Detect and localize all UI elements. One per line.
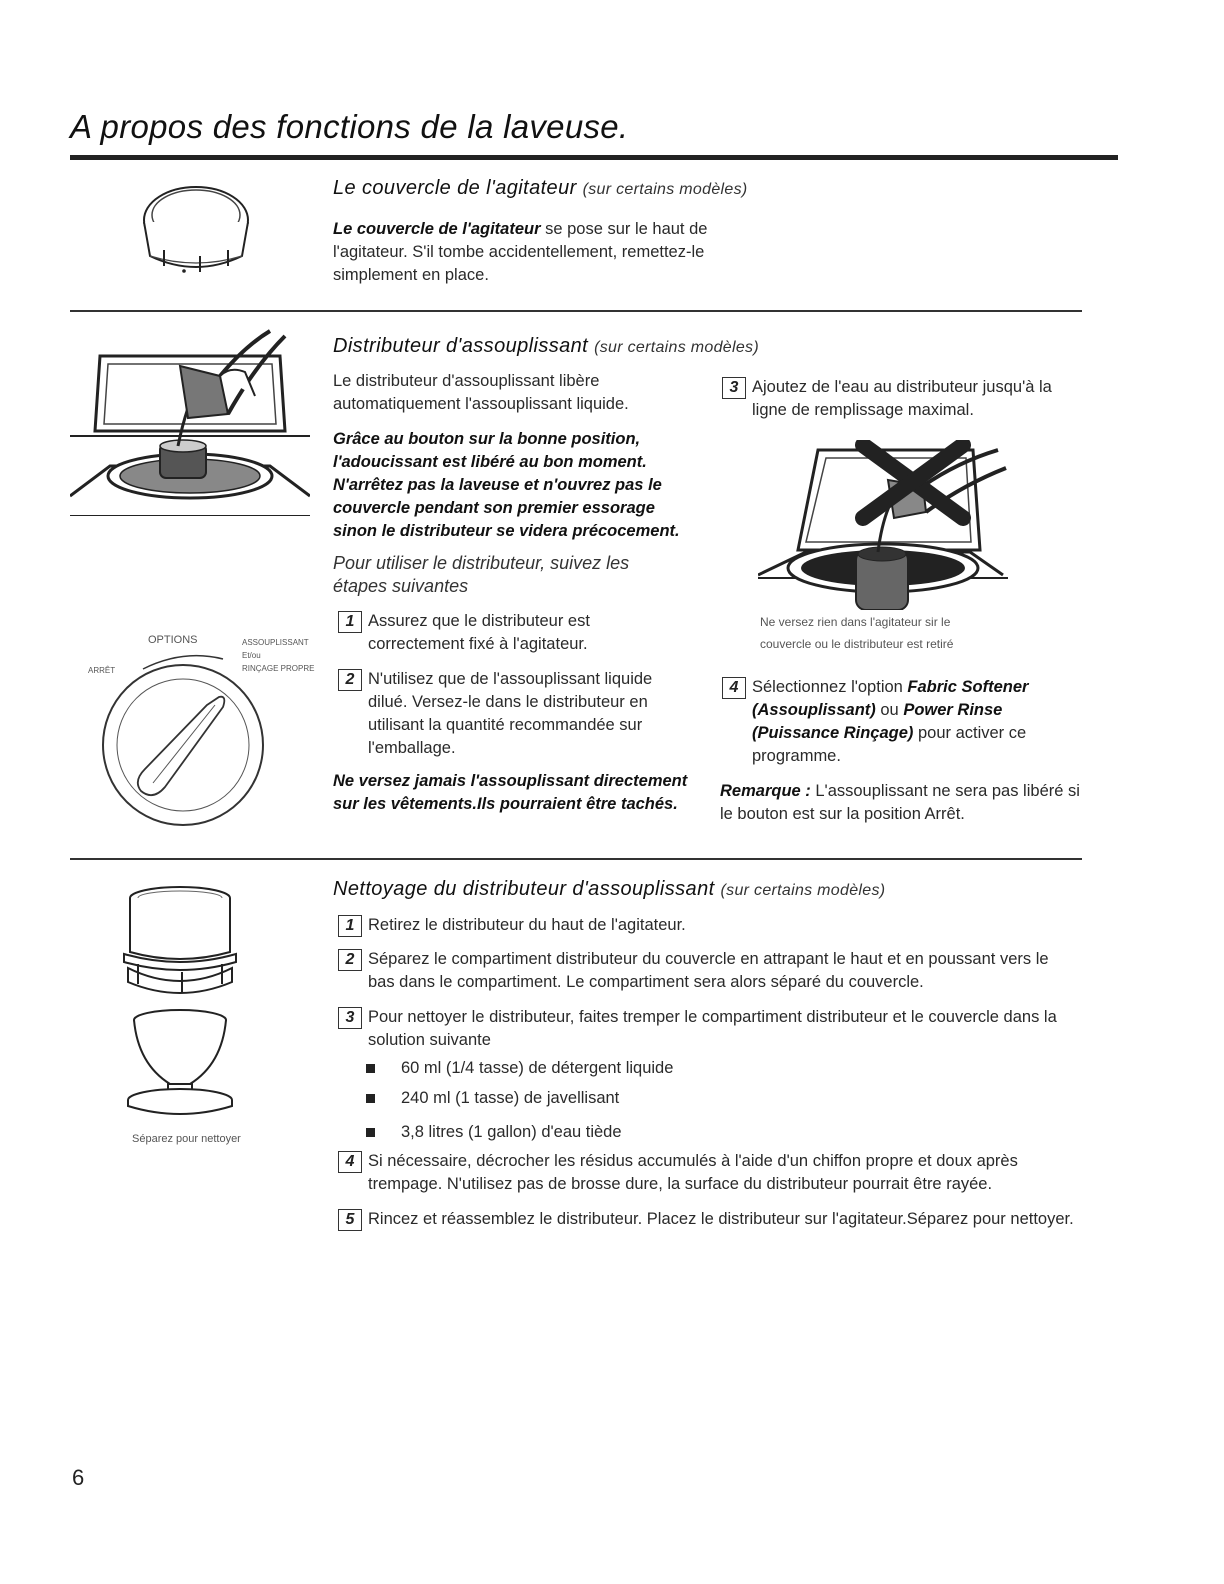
- step-4-text-post: pour activer ce programme.: [752, 724, 1027, 765]
- solution-bullet-1: [366, 1057, 1066, 1080]
- solution-bullet-1-text: 60 ml (1/4 tasse) de détergent liquide: [401, 1059, 674, 1077]
- cleaning-step-2: [338, 948, 1078, 994]
- step-number-2: 2: [338, 669, 362, 691]
- no-pour-caption-line-1: Ne versez rien dans l'agitateur sir le: [760, 615, 951, 629]
- softener-warning: Grâce au bouton sur la bonne position, l'adoucissant est libéré au bon moment. N'arrêtez pas la laveuse et n'ouvrez pas le couvercle pendant son premier essorage sinon le distributeur se videra précocement.: [333, 430, 680, 540]
- cleaning-step-2-text: Séparez le compartiment distributeur du couvercle en attrapant le haut et en poussant vers le bas dans le compartiment. Le compartiment sera alors séparé du couvercle.: [368, 950, 1049, 991]
- note-label: Remarque :: [720, 782, 811, 800]
- note-text: L'assouplissant ne sera pas libéré si le bouton est sur la position Arrêt.: [720, 782, 1080, 823]
- step-4-text-mid: ou: [875, 701, 904, 719]
- cleaning-step-4-text: Si nécessaire, décrocher les résidus accumulés à l'aide d'un chiffon propre et doux après trempage. N'utilisez pas de brosse dure, la surface du distributeur pourrait être rayée.: [368, 1152, 1018, 1193]
- agitator-cap-title: Le couvercle de l'agitateur: [333, 177, 577, 199]
- softener-title: Distributeur d'assouplissant: [333, 335, 589, 357]
- softener-step-4: [722, 676, 1062, 768]
- bullet-square-icon: [366, 1128, 375, 1137]
- cleaning-step-number-3: 3: [338, 1007, 362, 1029]
- agitator-cap-title-sub: (sur certains modèles): [582, 181, 748, 198]
- softener-step-2: [338, 668, 678, 760]
- section-divider-1: [70, 310, 1082, 312]
- cleaning-step-1: [338, 914, 1078, 937]
- solution-bullet-2: [366, 1087, 1066, 1110]
- step-number-3: 3: [722, 377, 746, 399]
- page-title: A propos des fonctions de la laveuse.: [70, 108, 629, 145]
- step-number-4: 4: [722, 677, 746, 699]
- cleaning-title: Nettoyage du distributeur d'assouplissant: [333, 878, 715, 900]
- cleaning-step-4: [338, 1150, 1078, 1196]
- cleaning-step-3-text: Pour nettoyer le distributeur, faites tremper le compartiment distributeur et le couvercle dans la solution suivante: [368, 1008, 1057, 1049]
- softener-never-pour: Ne versez jamais l'assouplissant directement sur les vêtements.Ils pourraient être tachés.: [333, 772, 688, 813]
- step-number-1: 1: [338, 611, 362, 633]
- cleaning-title-sub: (sur certains modèles): [720, 882, 886, 899]
- cleaning-step-number-2: 2: [338, 949, 362, 971]
- softener-title-sub: (sur certains modèles): [594, 339, 759, 356]
- knob-arret-label: ARRÊT: [88, 666, 116, 675]
- step-4-text-pre: Sélectionnez l'option: [752, 678, 908, 696]
- title-rule: [70, 155, 1118, 160]
- solution-bullet-3: [366, 1121, 1066, 1144]
- softener-step-4-text: [752, 676, 1062, 768]
- softener-step-3: [722, 376, 1082, 422]
- power-rinse-option: Power Rinse (Puissance Rinçage): [752, 701, 1003, 742]
- knob-assouplissant-label: ASSOUPLISSANT: [242, 638, 309, 647]
- page-number: 6: [72, 1465, 85, 1490]
- knob-et-ou-label: Et/ou: [242, 651, 261, 660]
- solution-bullet-3-text: 3,8 litres (1 gallon) d'eau tiède: [401, 1123, 622, 1141]
- options-knob-illustration: [95, 645, 275, 830]
- dispenser-parts-illustration: [118, 884, 243, 1116]
- cleaning-step-number-5: 5: [338, 1209, 362, 1231]
- solution-bullet-2-text: 240 ml (1 tasse) de javellisant: [401, 1089, 620, 1107]
- knob-rincage-label: RINÇAGE PROPRE: [242, 664, 315, 673]
- no-pour-caption-line-2: couvercle ou le distributeur est retiré: [760, 637, 954, 651]
- softener-note: [720, 780, 1090, 826]
- bullet-square-icon: [366, 1094, 375, 1103]
- softener-step-1: [338, 610, 668, 656]
- no-pour-warning-illustration: [758, 440, 1008, 610]
- softener-intro: Le distributeur d'assouplissant libère automatiquement l'assouplissant liquide.: [333, 372, 629, 413]
- agitator-cap-text-rest: se pose sur le haut de l'agitateur. S'il tombe accidentellement, remettez-le simplement en place.: [333, 220, 708, 284]
- cleaning-step-3: [338, 1006, 1078, 1052]
- agitator-cap-text: [333, 218, 753, 287]
- cleaning-caption: Séparez pour nettoyer: [132, 1133, 241, 1145]
- softener-step-3-text: Ajoutez de l'eau au distributeur jusqu'à la ligne de remplissage maximal.: [752, 378, 1052, 419]
- knob-options-label: OPTIONS: [148, 634, 198, 646]
- agitator-cap-illustration: [136, 182, 256, 282]
- agitator-cap-heading: [333, 177, 748, 200]
- cleaning-step-number-1: 1: [338, 915, 362, 937]
- bullet-square-icon: [366, 1064, 375, 1073]
- softener-step-1-text: Assurez que le distributeur est correctement fixé à l'agitateur.: [368, 612, 590, 653]
- cleaning-step-5-text: Rincez et réassemblez le distributeur. Placez le distributeur sur l'agitateur.Séparez pour nettoyer.: [368, 1210, 1074, 1228]
- softener-steps-intro: Pour utiliser le distributeur, suivez les étapes suivantes: [333, 553, 630, 596]
- cleaning-heading: [333, 878, 885, 901]
- agitator-cap-text-bold: Le couvercle de l'agitateur: [333, 220, 541, 238]
- section-divider-2: [70, 858, 1082, 860]
- cleaning-step-1-text: Retirez le distributeur du haut de l'agitateur.: [368, 916, 686, 934]
- fabric-softener-option: Fabric Softener (Assouplissant): [752, 678, 1029, 719]
- softener-step-2-text: N'utilisez que de l'assouplissant liquide dilué. Versez-le dans le distributeur en utilisant la quantité recommandée sur l'emballage.: [368, 670, 653, 757]
- cleaning-step-5: [338, 1208, 1078, 1231]
- softener-heading: [333, 335, 759, 358]
- pouring-softener-illustration: [70, 326, 310, 516]
- cleaning-step-number-4: 4: [338, 1151, 362, 1173]
